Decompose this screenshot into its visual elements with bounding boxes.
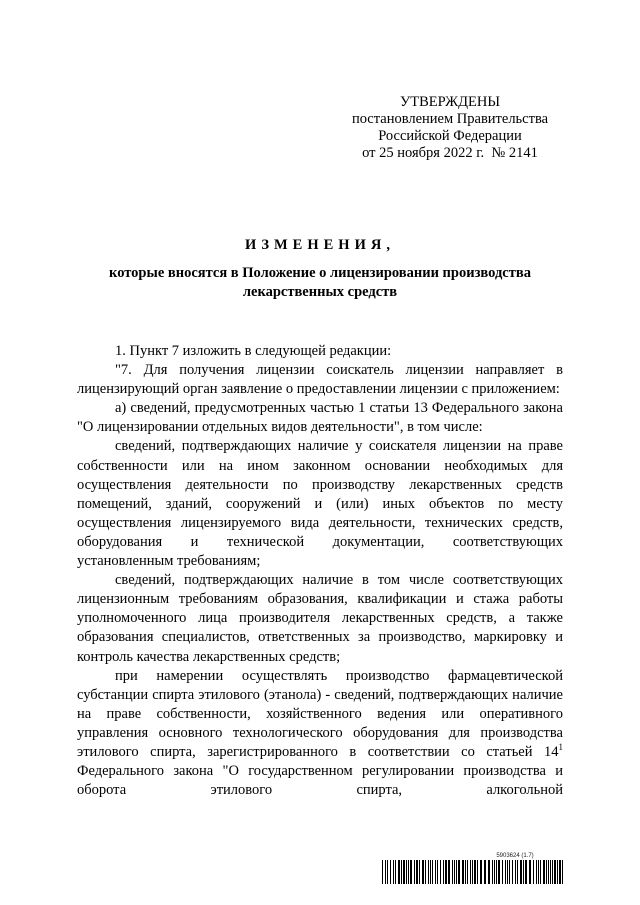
approval-block [330,94,570,162]
paragraph-subitem-a: а) сведений, предусмотренных частью 1 статьи 13 Федерального закона "О лицензировании отдельных видов деятельности", в том числе: [77,400,563,436]
paragraph-qualification-info: сведений, подтверждающих наличие в том числе соответствующих лицензионным требованиям образования, квалификации и стажа работы уполномоченного лица производителя лекарственных средств, а также образования специалистов, ответственных за производство, маркировку и контроль качества лекарственных средств; [77,572,563,665]
document-heading: ИЗМЕНЕНИЯ, [245,237,395,253]
approval-date-number: от 25 ноября 2022 г. № 2141 [362,145,538,161]
paragraph-ethanol-info [77,667,563,801]
paragraph-ethanol-text-2: Федерального закона "О государственном регулировании производства и оборота этилового спирта, алкогольной [77,763,563,799]
approval-line: Российской Федерации [378,128,522,144]
superscript: 1 [558,742,563,753]
paragraph-ethanol-text-1: при намерении осуществлять производство фармацевтической субстанции спирта этилового (этанола) - сведений, подтверждающих наличие на праве собственности, хозяйственного ведения или оперативного управления основного технологического оборудования для производства этилового спирта, зарегистрированного в соответствии со статьей 14 [77,667,563,760]
paragraph-item-7: "7. Для получения лицензии соискатель лицензии направляет в лицензирующий орган заявление о предоставлении лицензии с приложением: [77,362,563,398]
approval-line: постановлением Правительства [351,111,549,127]
paragraph-item-1: 1. Пункт 7 изложить в следующей редакции: [115,343,392,359]
document-body [77,342,563,800]
paragraph-premises-info: сведений, подтверждающих наличие у соискателя лицензии на праве собственности или на ином законном основании необходимых для осуществления деятельности по производству лекарственных средств помещений, зданий, сооружений и (или) иных объектов по месту осуществления лицензируемого вида деятельности, технических средств, оборудования и технической документации, соответствующих установленным требованиям; [77,438,563,570]
document-code: 5903624 (1.7) [496,853,534,859]
barcode-image [382,860,564,884]
document-subheading: которые вносятся в Положение о лицензировании производства лекарственных средств [109,265,531,300]
approval-title: УТВЕРЖДЕНЫ [399,94,501,110]
